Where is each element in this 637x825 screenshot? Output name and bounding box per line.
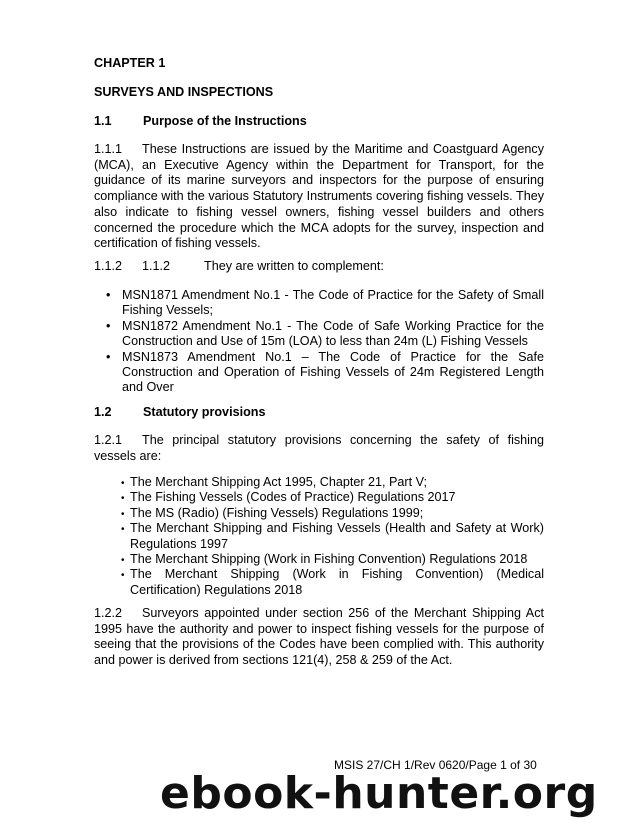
bullet-icon: • [106,288,111,302]
paragraph-number: 1.2.1 [94,433,123,447]
bullet-icon: • [121,508,125,520]
bullet-icon: • [121,478,125,489]
bullet-icon: • [121,555,125,567]
list-item: • MSN1871 Amendment No.1 - The Code of Practice for the Safety of Small Fishing Vessels; [106,288,544,318]
list-item: • The Merchant Shipping (Work in Fishing Convention) (Medical Certification) Regulations 2018 [121,567,544,597]
paragraph-1-1-1 [94,142,544,252]
list-item: • The Merchant Shipping Act 1995, Chapter 21, Part V; [94,475,544,490]
paragraph-1-2-2 [94,606,544,669]
list-item: • MSN1872 Amendment No.1 - The Code of Safe Working Practice for the Construction and Use of 15m (LOA) to less than 24m (L) Fishing Vessels [106,318,544,349]
list-item: • The Fishing Vessels (Codes of Practice) Regulations 2017 [94,490,544,505]
paragraph-1-1-2 [94,259,384,273]
section-number: 1.1 [94,114,112,128]
paragraph-text: They are written to complement: [204,259,384,273]
paragraph-1-2-1 [94,433,544,464]
watermark: ebook-hunter.org [160,768,598,819]
page-title: SURVEYS AND INSPECTIONS [94,85,274,99]
statutory-list [94,475,544,598]
bullet-icon: • [121,524,125,536]
paragraph-number: 1.1.2 [94,259,123,273]
section-number: 1.2 [94,405,112,419]
list-item: • The Merchant Shipping (Work in Fishing Convention) Regulations 2018 [94,552,544,567]
section-title: Purpose of the Instructions [143,114,307,128]
complement-list [94,288,544,396]
section-heading-1-1 [94,114,307,128]
section-title: Statutory provisions [143,405,266,419]
bullet-icon: • [106,349,111,364]
paragraph-number-repeat: 1.1.2 [142,259,171,273]
list-item: • MSN1873 Amendment No.1 – The Code of Practice for the Safe Construction and Operation of Fishing Vessels of 24m Registered Length and Over [106,349,544,395]
page-footer: MSIS 27/CH 1/Rev 0620/Page 1 of 30 [334,758,537,772]
paragraph-text: These Instructions are issued by the Maritime and Coastguard Agency (MCA), an Executive Agency within the Department for Transport, for the guidance of its marine surveyors and inspectors for the purpose of ensuring compliance with the various Statutory Instruments covering fishing vessels. They also indicate to fishing vessel owners, fishing vessel builders and others concerned the procedure which the MCA adopts for the survey, inspection and certification of fishing vessels. [94,142,544,251]
bullet-icon: • [121,493,125,505]
list-item: • The MS (Radio) (Fishing Vessels) Regulations 1999; [94,506,544,521]
paragraph-text: Surveyors appointed under section 256 of the Merchant Shipping Act 1995 have the authority and power to inspect fishing vessels for the purpose of seeing that the provisions of the Codes have been complied with. This authority and power is derived from sections 121(4), 258 & 259 of the Act. [94,606,544,668]
chapter-heading: CHAPTER 1 [94,56,166,70]
list-item: • The Merchant Shipping and Fishing Vessels (Health and Safety at Work) Regulations 1997 [121,521,544,551]
bullet-icon: • [121,570,125,582]
section-heading-1-2 [94,405,265,419]
paragraph-number: 1.1.1 [94,142,123,156]
paragraph-text: The principal statutory provisions concerning the safety of fishing vessels are: [94,433,544,463]
bullet-icon: • [106,318,111,333]
paragraph-number: 1.2.2 [94,606,123,620]
